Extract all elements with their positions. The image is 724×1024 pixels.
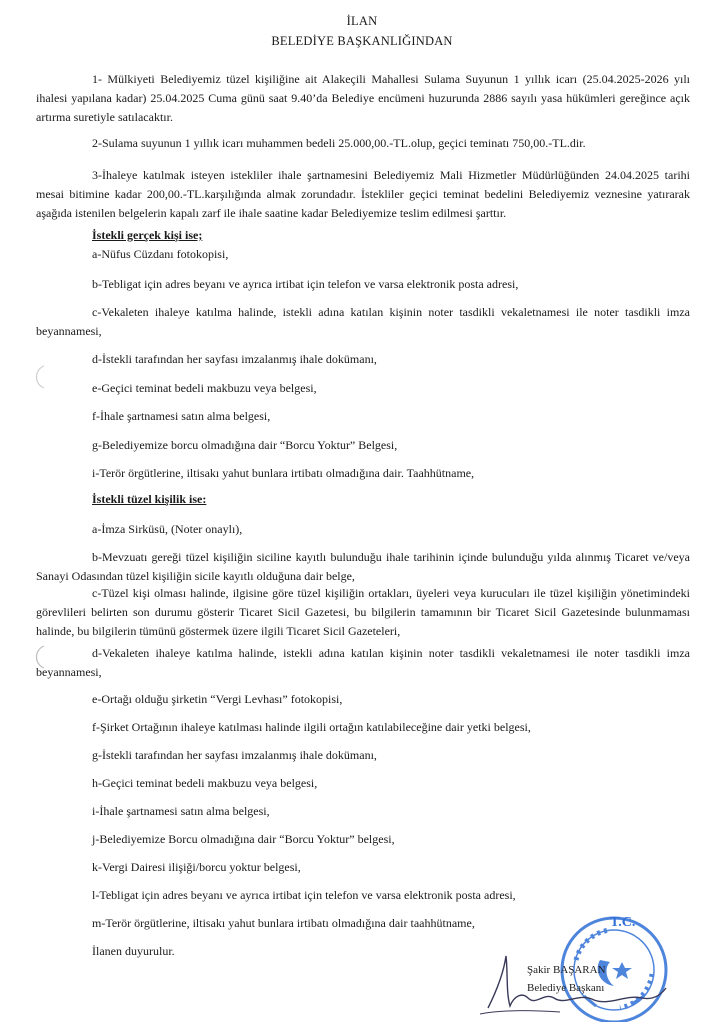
list-item: i-İhale şartnamesi satın alma belgesi, bbox=[92, 804, 270, 818]
list-item: b-Tebligat için adres beyanı ve ayrıca irtibat için telefon ve varsa elektronik posta adresi, bbox=[92, 277, 519, 291]
list-item: g-Belediyemize borcu olmadığına dair “Borcu Yoktur” Belgesi, bbox=[92, 438, 398, 452]
signer-name: Şakir BAŞARAN bbox=[527, 964, 606, 976]
list-item: d-İstekli tarafından her sayfası imzalanmış ihale dokümanı, bbox=[92, 352, 377, 366]
list-item: c-Vekaleten ihaleye katılma halinde, istekli adına katılan kişinin noter tasdikli vekaletnamesi ile noter tasdikli imza beyannamesi, bbox=[36, 305, 690, 338]
real-person-heading: İstekli gerçek kişi ise; bbox=[92, 228, 203, 242]
closing-text: İlanen duyurulur. bbox=[92, 944, 175, 958]
announcement-subtitle: BELEDİYE BAŞKANLIĞINDAN bbox=[271, 34, 453, 48]
list-item: b-Mevzuatı gereği tüzel kişiliğin siciline kayıtlı bulunduğu ihale tarihinin içinde bulunduğu yılda alınmış Ticaret ve/veya Sanayi Odasından tüzel kişiliğin sicile kayıtlı olduğuna dair belge, bbox=[36, 550, 690, 583]
list-item: h-Geçici teminat bedeli makbuzu veya belgesi, bbox=[92, 776, 318, 790]
list-item: a-Nüfus Cüzdanı fotokopisi, bbox=[92, 247, 229, 261]
list-item: m-Terör örgütlerine, iltisakı yahut bunlara irtibatı olmadığına dair taahhütname, bbox=[92, 916, 475, 930]
seal-text: T.C. bbox=[610, 915, 636, 930]
list-item: e-Ortağı olduğu şirketin “Vergi Levhası” fotokopisi, bbox=[92, 692, 343, 706]
list-item: k-Vergi Dairesi ilişiği/borcu yoktur belgesi, bbox=[92, 860, 301, 874]
list-item: c-Tüzel kişi olması halinde, ilgisine göre tüzel kişiliğin ortakları, üyeleri veya kurucuları ile tüzel kişiliğin yönetimindeki görevlileri belirten son durumu gösterir Ticaret Sicil Gazetesi, bu bilgilerin tamamının bir Ticaret Sicil Gazetesinde bulunmaması halinde, bu bilgilerin tümünü göstermek üzere ilgili Ticaret Sicil Gazeteleri, bbox=[36, 586, 690, 638]
list-item: a-İmza Sirküsü, (Noter onaylı), bbox=[92, 522, 243, 536]
list-item: e-Geçici teminat bedeli makbuzu veya belgesi, bbox=[92, 381, 317, 395]
list-item: f-Şirket Ortağının ihaleye katılması halinde ilgili ortağın katılabileceğine dair yetki belgesi, bbox=[92, 720, 531, 734]
list-item: j-Belediyemize Borcu olmadığına dair “Borcu Yoktur” belgesi, bbox=[92, 832, 395, 846]
list-item: l-Tebligat için adres beyanı ve ayrıca irtibat için telefon ve varsa elektronik posta adresi, bbox=[92, 888, 516, 902]
list-item: f-İhale şartnamesi satın alma belgesi, bbox=[92, 409, 271, 423]
paragraph-3: 3-İhaleye katılmak isteyen istekliler ihale şartnamesini Belediyemiz Mali Hizmetler Müdürlüğünden 24.04.2025 tarihi mesai bitimine kadar 200,00.-TL.karşılığında almak zorundadır. İstekliler geçici teminat bedelini Belediyemiz veznesine yatırarak aşağıda istenilen belgelerin kapalı zarf ile ihale saatine kadar Belediyemize teslim edilmesi şarttır. bbox=[36, 168, 690, 220]
announcement-title: İLAN bbox=[346, 14, 378, 28]
paragraph-1: 1- Mülkiyeti Belediyemiz tüzel kişiliğine ait Alakeçili Mahallesi Sulama Suyunun 1 yıllık icarı (25.04.2025-2026 yılı ihalesi yapılana kadar) 25.04.2025 Cuma günü saat 9.40’da Belediye encümeni huzurunda 2886 sayılı yasa hükümleri gereğince açık artırma suretiyle satılacaktır. bbox=[36, 72, 690, 124]
list-item: g-İstekli tarafından her sayfası imzalanmış ihale dokümanı, bbox=[92, 748, 377, 762]
punch-hole-mark bbox=[28, 362, 52, 392]
paragraph-2: 2-Sulama suyunun 1 yıllık icarı muhammen bedeli 25.000,00.-TL.olup, geçici teminatı 750,00.-TL.dir. bbox=[92, 136, 586, 150]
legal-entity-heading: İstekli tüzel kişilik ise: bbox=[92, 492, 207, 506]
punch-hole-mark bbox=[30, 642, 54, 672]
signer-title: Belediye Başkanı bbox=[527, 982, 605, 994]
list-item: i-Terör örgütlerine, iltisakı yahut bunlara irtibatı olmadığına dair. Taahhütname, bbox=[92, 466, 475, 480]
list-item: d-Vekaleten ihaleye katılma halinde, istekli adına katılan kişinin noter tasdikli vekaletnamesi ile noter tasdikli imza beyannamesi, bbox=[36, 646, 690, 679]
